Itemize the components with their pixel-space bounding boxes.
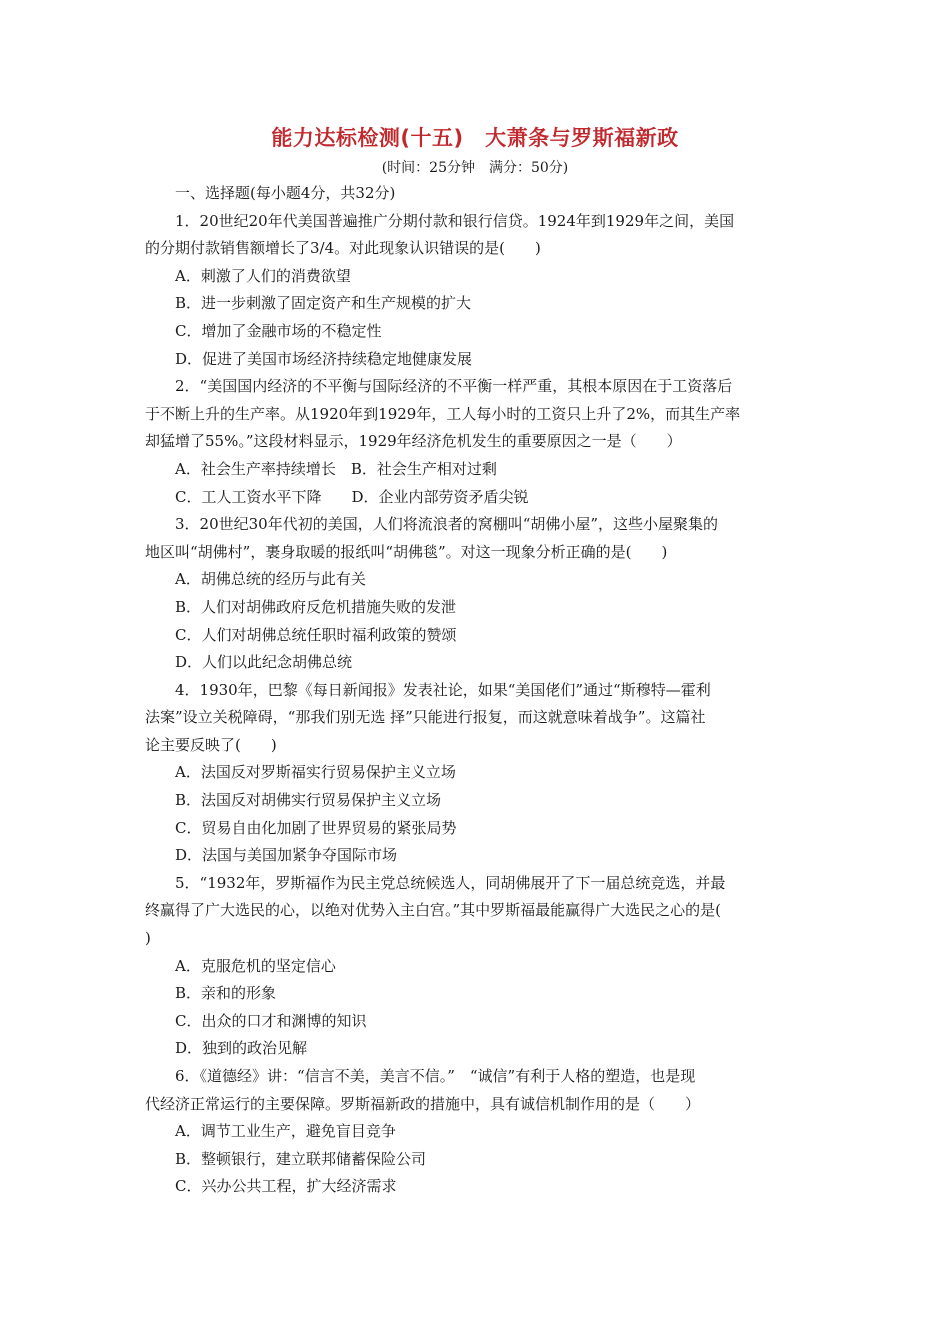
text-line: 于不断上升的生产率。从1920年到1929年，工人每小时的工资只上升了2%，而其生产率 (145, 404, 741, 423)
page-title: 能力达标检测(十五) 大萧条与罗斯福新政 (271, 126, 679, 150)
text-line: A．法国反对罗斯福实行贸易保护主义立场 (175, 763, 456, 782)
text-line: 地区叫“胡佛村”，裹身取暖的报纸叫“胡佛毯”。对这一现象分析正确的是( ) (145, 542, 668, 561)
text-line: 终赢得了广大选民的心，以绝对优势入主白宫。”其中罗斯福最能赢得广大选民之心的是( (145, 901, 722, 920)
text-line: A．刺激了人们的消费欲望 (175, 266, 351, 285)
text-line: 5．“1932年，罗斯福作为民主党总统候选人，同胡佛展开了下一届总统竞选，并最 (175, 873, 726, 892)
text-line: C．增加了金融市场的不稳定性 (175, 321, 382, 340)
text-line: 的分期付款销售额增长了3/4。对此现象认识错误的是( ) (145, 239, 541, 258)
text-line: A．胡佛总统的经历与此有关 (175, 570, 366, 589)
text-line: B．人们对胡佛政府反危机措施失败的发泄 (175, 597, 457, 616)
text-line: 法案”设立关税障碍，“那我们别无选 择”只能进行报复，而这就意味着战争”。这篇社 (145, 708, 706, 727)
text-line: 论主要反映了( ) (145, 735, 277, 754)
text-line: 代经济正常运行的主要保障。罗斯福新政的措施中，具有诚信机制作用的是（ ） (145, 1094, 701, 1113)
text-line: D．独到的政治见解 (175, 1039, 308, 1058)
text-line: 却猛增了55%。”这段材料显示，1929年经济危机发生的重要原因之一是（ ） (145, 432, 682, 451)
text-line: 6．《道德经》讲：“信言不美，美言不信。” “诚信”有利于人格的塑造，也是现 (175, 1067, 696, 1085)
exam-info: (时间：25分钟 满分：50分) (381, 160, 569, 176)
text-line: A．调节工业生产，避免盲目竞争 (175, 1122, 396, 1141)
text-line: C．工人工资水平下降 D．企业内部劳资矛盾尖锐 (175, 487, 529, 506)
text-line: B．亲和的形象 (175, 984, 277, 1003)
text-line: B．法国反对胡佛实行贸易保护主义立场 (175, 791, 442, 810)
text-line: C．出众的口才和渊博的知识 (175, 1011, 367, 1030)
text-line: 3．20世纪30年代初的美国，人们将流浪者的窝棚叫“胡佛小屋”，这些小屋聚集的 (175, 515, 719, 534)
text-line: 1．20世纪20年代美国普遍推广分期付款和银行信贷。1924年到1929年之间，美国 (175, 211, 735, 230)
question-body (145, 180, 815, 1201)
text-line: ) (145, 929, 151, 948)
text-line: C．人们对胡佛总统任职时福利政策的赞颂 (175, 625, 457, 644)
text-line: A．社会生产率持续增长 B．社会生产相对过剩 (175, 459, 497, 478)
text-line: B．整顿银行，建立联邦储蓄保险公司 (175, 1149, 427, 1168)
text-line: 4．1930年，巴黎《每日新闻报》发表社论，如果“美国佬们”通过“斯穆特—霍利 (175, 680, 711, 699)
text-line: D．促进了美国市场经济持续稳定地健康发展 (175, 349, 473, 368)
text-line: D．法国与美国加紧争夺国际市场 (175, 846, 398, 865)
text-line: C．兴办公共工程，扩大经济需求 (175, 1177, 397, 1196)
text-line: B．进一步刺激了固定资产和生产规模的扩大 (175, 294, 472, 313)
text-line: 一、选择题(每小题4分，共32分) (175, 184, 396, 202)
text-line: D．人们以此纪念胡佛总统 (175, 653, 353, 672)
text-line: C．贸易自由化加剧了世界贸易的紧张局势 (175, 818, 457, 837)
text-line: 2．“美国国内经济的不平衡与国际经济的不平衡一样严重，其根本原因在于工资落后 (175, 377, 733, 396)
text-line: A．克服危机的坚定信心 (175, 956, 336, 975)
